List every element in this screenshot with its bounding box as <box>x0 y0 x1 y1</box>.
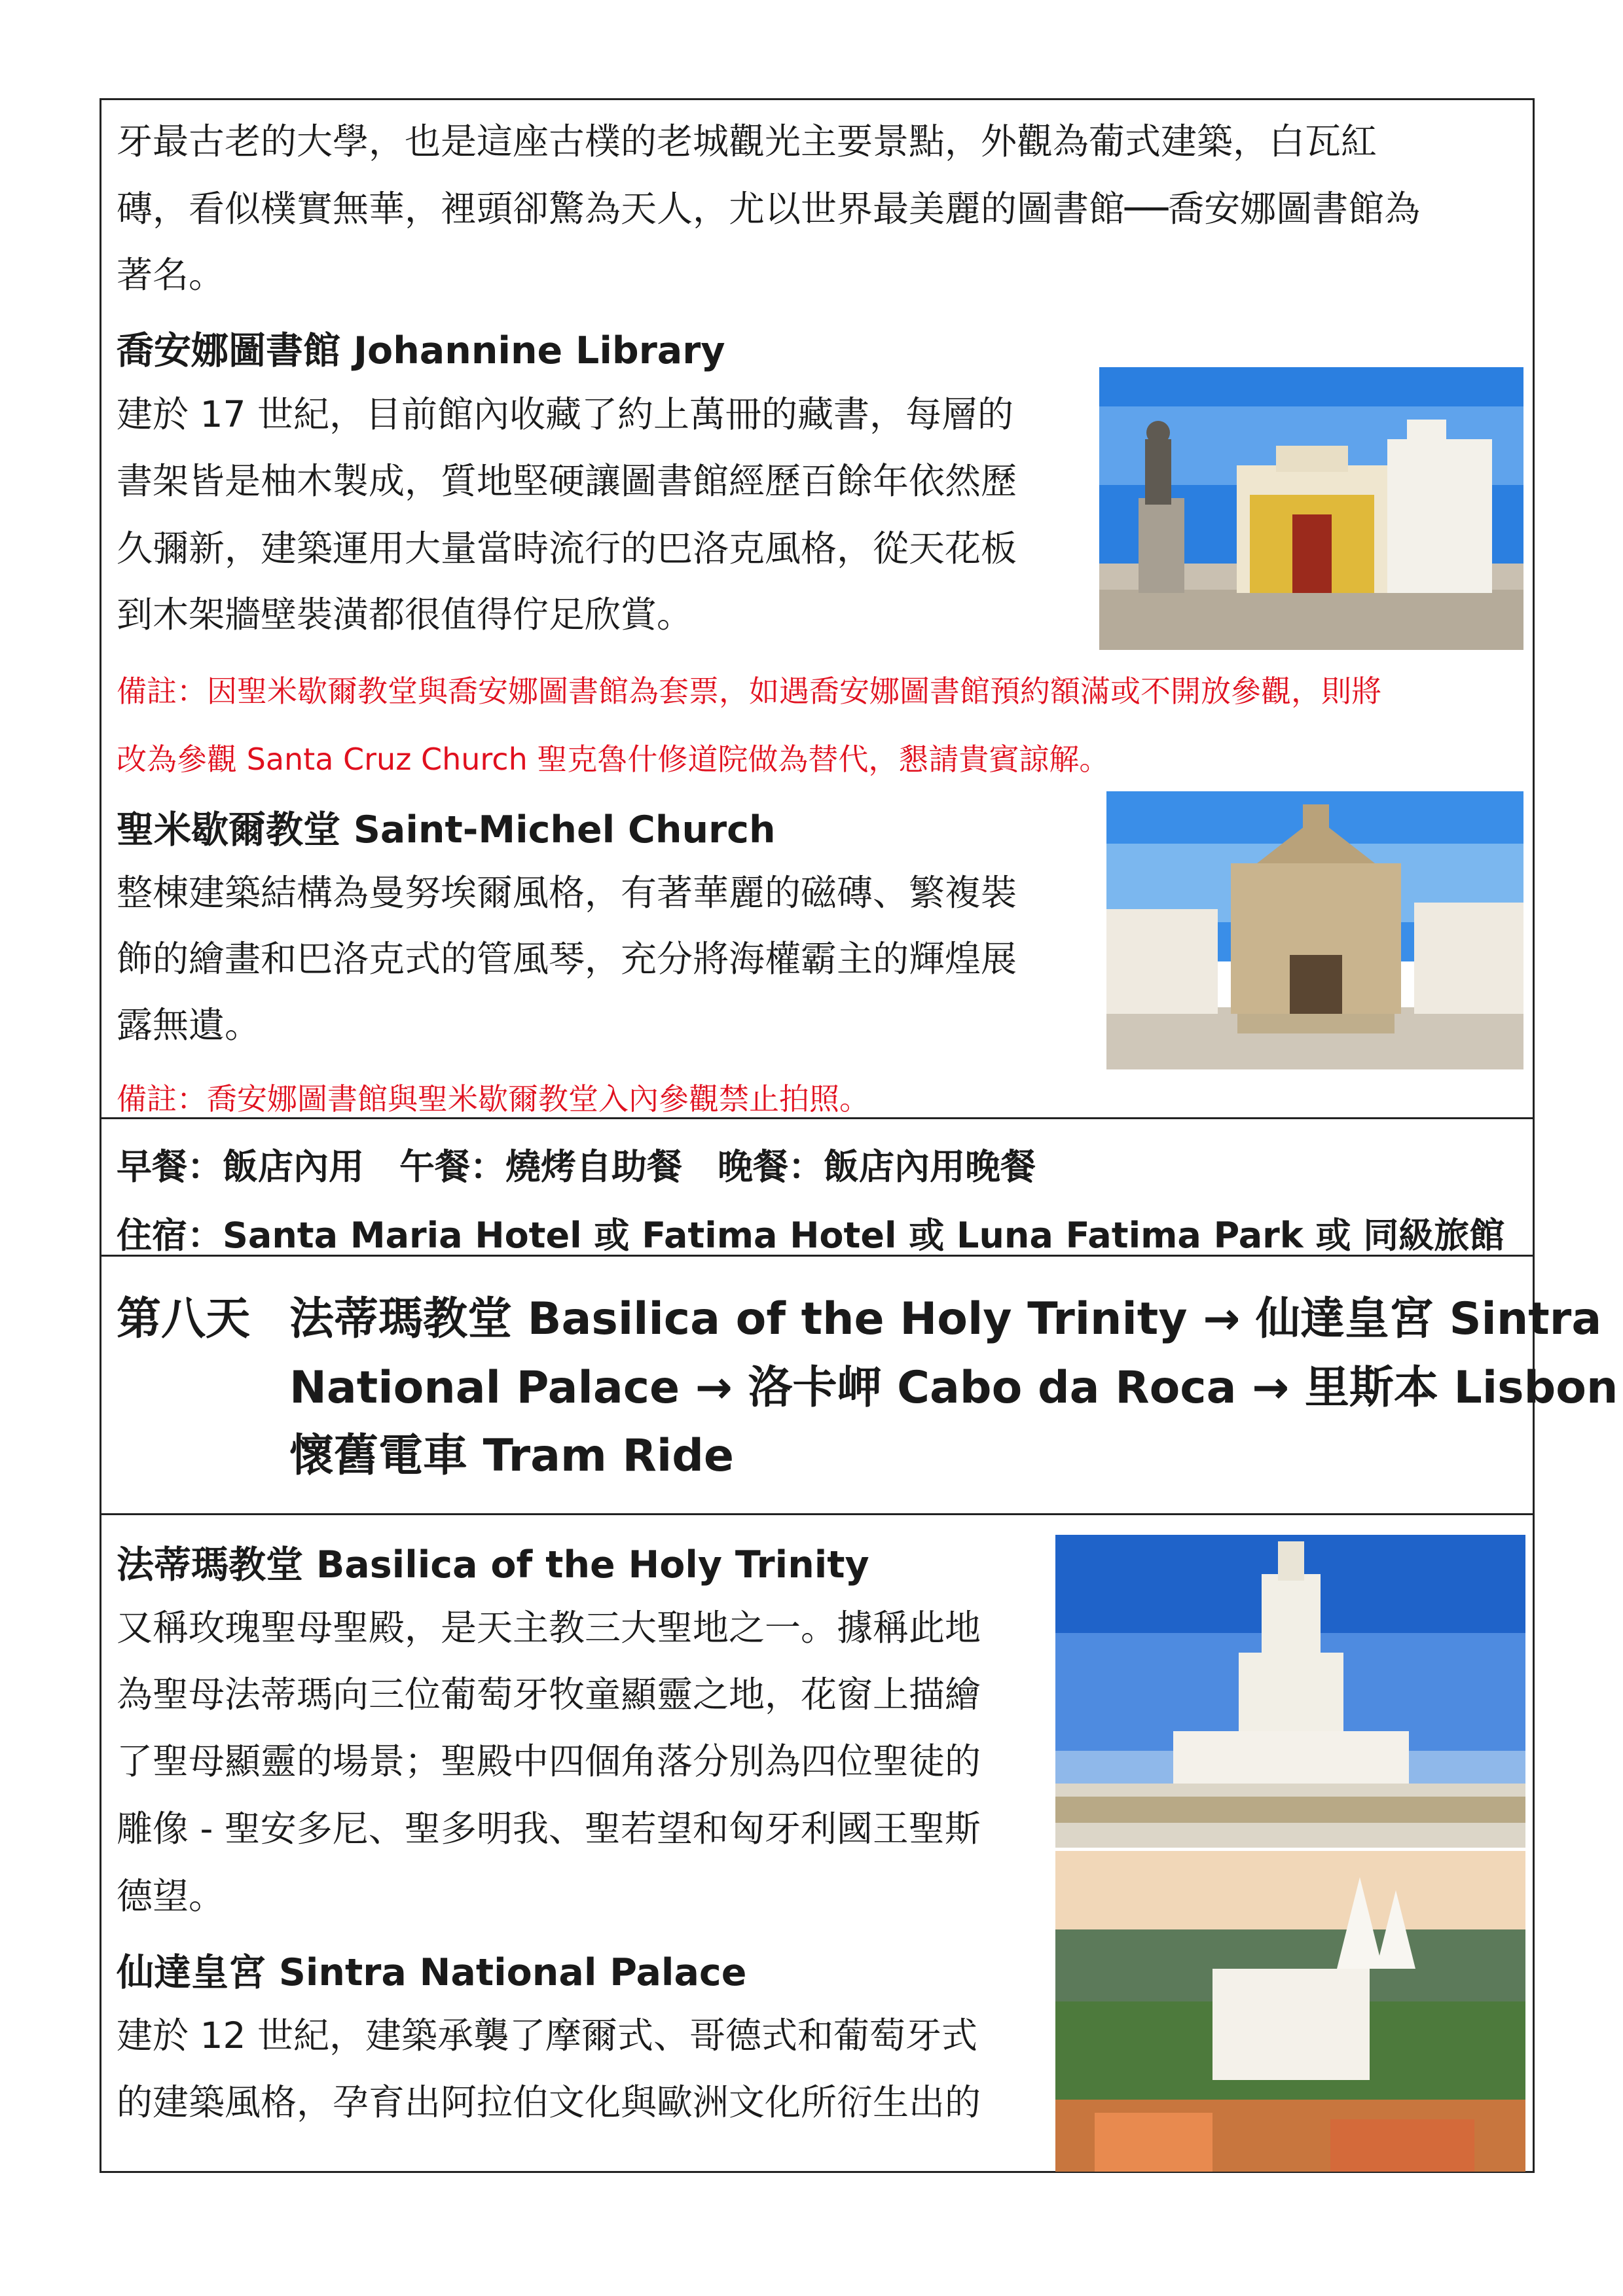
church-note: 備註：喬安娜圖書館與聖米歇爾教堂入內參觀禁止拍照。 <box>117 1081 869 1117</box>
meals-line: 早餐：飯店內用 午餐：燒烤自助餐 晚餐：飯店內用晚餐 <box>117 1146 1036 1187</box>
library-line-1: 建於 17 世紀，目前館內收藏了約上萬冊的藏書，每層的 <box>117 393 1013 435</box>
fatima-line-4: 雕像 - 聖安多尼、聖多明我、聖若望和匈牙利國王聖斯 <box>117 1808 981 1850</box>
day8-route-line-2: National Palace → 洛卡岬 Cabo da Roca → 里斯本 Lisbon <box>289 1362 1618 1414</box>
day8-route-line-3: 懷舊電車 Tram Ride <box>289 1430 735 1482</box>
hotel-line: 住宿：Santa Maria Hotel 或 Fatima Hotel 或 Luna Fatima Park 或 同級旅館 <box>117 1215 1505 1256</box>
intro-line-2: 磚，看似樸實無華，裡頭卻驚為天人，尤以世界最美麗的圖書館──喬安娜圖書館為 <box>117 188 1421 230</box>
sintra-line-1: 建於 12 世紀，建築承襲了摩爾式、哥德式和葡萄牙式 <box>117 2015 977 2056</box>
library-title: 喬安娜圖書館 Johannine Library <box>117 329 725 372</box>
fatima-line-3: 了聖母顯靈的場景；聖殿中四個角落分別為四位聖徒的 <box>117 1740 981 1782</box>
library-line-4: 到木架牆壁裝潢都很值得佇足欣賞。 <box>117 594 693 636</box>
sintra-line-2: 的建築風格，孕育出阿拉伯文化與歐洲文化所衍生出的 <box>117 2081 981 2123</box>
church-line-2: 飾的繪畫和巴洛克式的管風琴，充分將海權霸主的輝煌展 <box>117 938 1017 980</box>
fatima-basilica-photo <box>1055 1535 1525 1848</box>
library-note-line-1: 備註：因聖米歇爾教堂與喬安娜圖書館為套票，如遇喬安娜圖書館預約額滿或不開放參觀，則將 <box>117 673 1381 709</box>
sintra-palace-photo <box>1055 1851 1525 2172</box>
sintra-title: 仙達皇宮 Sintra National Palace <box>117 1951 747 1994</box>
saint-michel-church-photo <box>1106 791 1523 1069</box>
day8-route-line-1: 法蒂瑪教堂 Basilica of the Holy Trinity → 仙達皇宮 Sintra <box>289 1293 1602 1345</box>
row-divider-day8-detail <box>100 1513 1535 1515</box>
church-line-1: 整棟建築結構為曼努埃爾風格，有著華麗的磁磚、繁複裝 <box>117 872 1017 914</box>
johannine-library-photo <box>1099 367 1523 650</box>
intro-line-3: 著名。 <box>117 254 225 296</box>
fatima-line-2: 為聖母法蒂瑪向三位葡萄牙牧童顯靈之地，花窗上描繪 <box>117 1674 981 1715</box>
church-title: 聖米歇爾教堂 Saint-Michel Church <box>117 808 776 852</box>
fatima-title: 法蒂瑪教堂 Basilica of the Holy Trinity <box>117 1543 869 1587</box>
fatima-line-1: 又稱玫瑰聖母聖殿，是天主教三大聖地之一。據稱此地 <box>117 1607 981 1649</box>
library-line-2: 書架皆是柚木製成，質地堅硬讓圖書館經歷百餘年依然歷 <box>117 460 1017 502</box>
day8-label: 第八天 <box>117 1293 251 1345</box>
church-line-3: 露無遺。 <box>117 1004 261 1046</box>
library-line-3: 久彌新，建築運用大量當時流行的巴洛克風格，從天花板 <box>117 528 1017 569</box>
library-note-line-2: 改為參觀 Santa Cruz Church 聖克魯什修道院做為替代，懇請貴賓諒解。 <box>117 742 1110 777</box>
intro-line-1: 牙最古老的大學，也是這座古樸的老城觀光主要景點，外觀為葡式建築，白瓦紅 <box>117 120 1377 162</box>
fatima-line-5: 德望。 <box>117 1875 225 1917</box>
